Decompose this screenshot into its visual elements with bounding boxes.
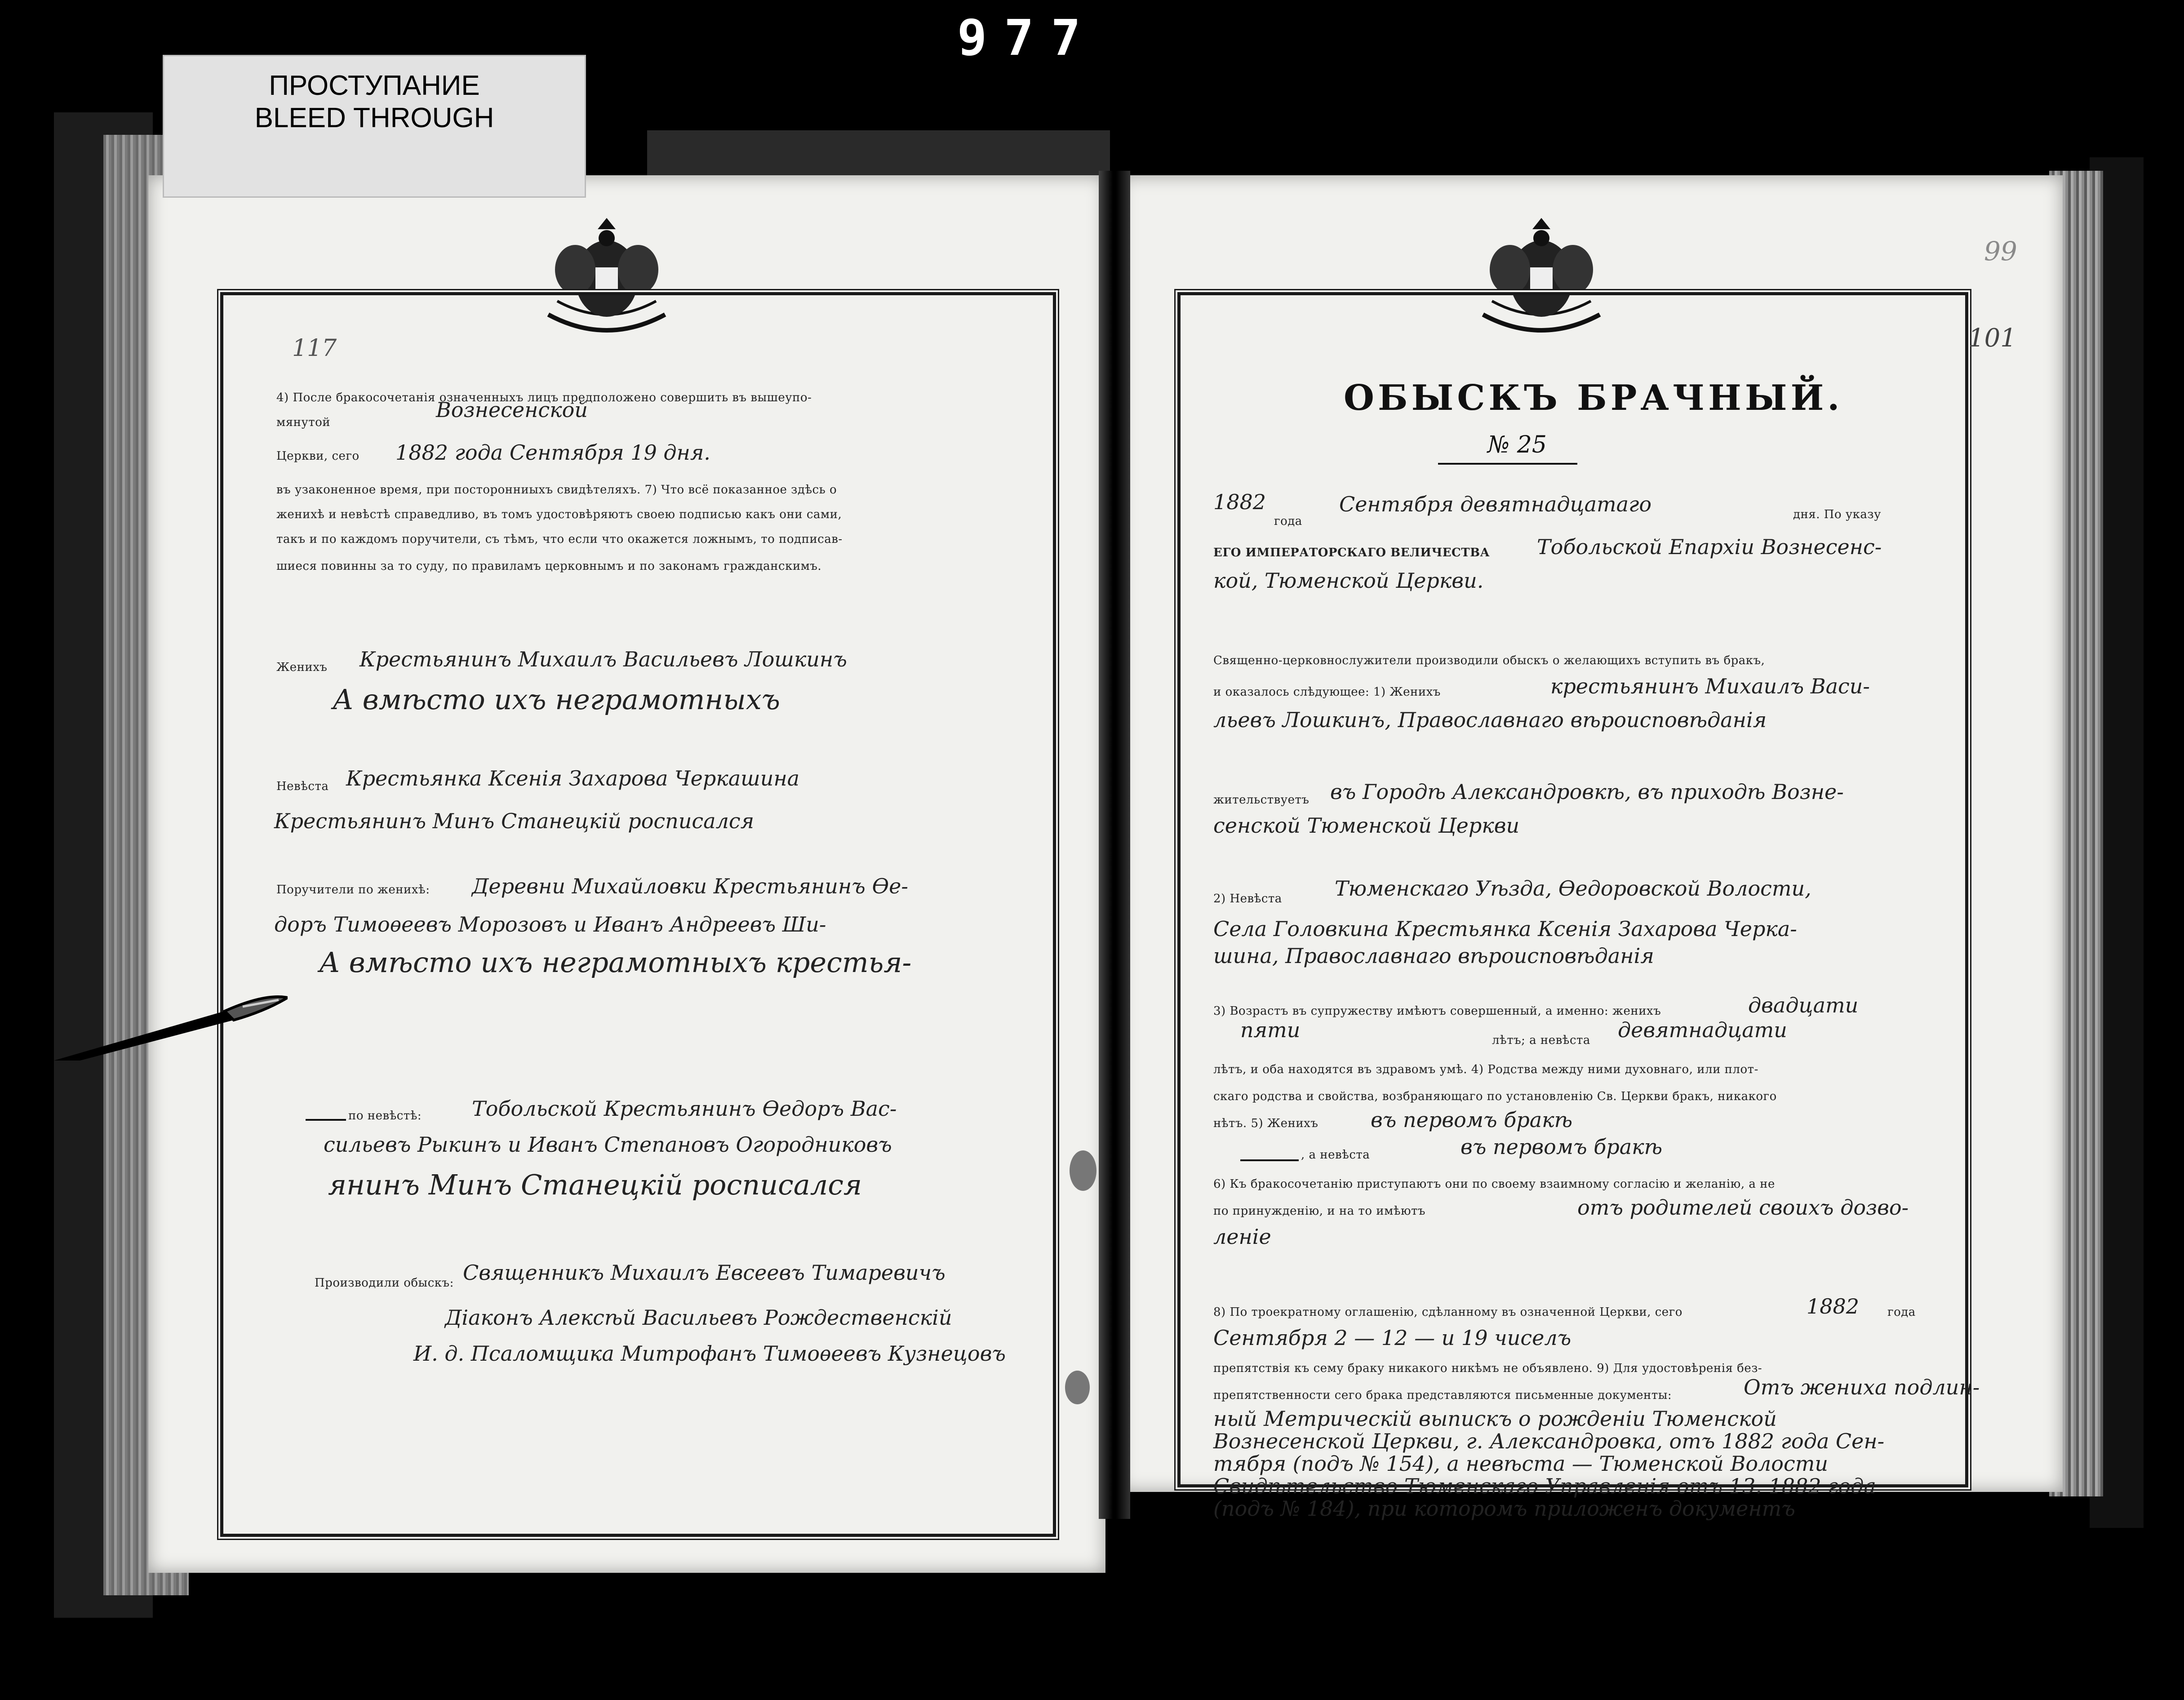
left-corner-mark: 117 (292, 335, 337, 362)
age-printed: 3) Возрастъ въ супружеству имѣютъ совершенный, а именно: женихъ (1213, 1004, 1661, 1018)
intro-printed: ЕГО ИМПЕРАТОРСКАГО ВЕЛИЧЕСТВА (1213, 546, 1490, 559)
clergy-handwriting: крестьянинъ Михаилъ Васи- (1550, 674, 1870, 698)
bride-handwriting: Крестьянинъ Минъ Станецкій росписался (274, 809, 755, 833)
clergy-printed: и оказалось слѣдующее: 1) Женихъ (1213, 685, 1441, 699)
residence-handwriting: въ Городѣ Александровкѣ, въ приходѣ Возне- (1330, 780, 1844, 804)
banns-handwriting: Отъ жениха подлин- (1744, 1375, 1980, 1399)
age-handwriting: пяти (1240, 1018, 1301, 1042)
bride-handwriting: шина, Православнаго вѣроисповѣданія (1213, 944, 1654, 968)
document-title: ОБЫСКЪ БРАЧНЫЙ. (1344, 377, 1843, 418)
intro-printed: года (1274, 515, 1302, 528)
age-handwriting: двадцати (1748, 993, 1859, 1017)
paragraph4-line: 4) После бракосочетанія означенныхъ лицъ предположено совершить въ вышеупо- (276, 391, 812, 404)
banns-handwriting: Вознесенской Церкви, г. Александровка, отъ 1882 года Сен- (1213, 1429, 1885, 1453)
clergy-handwriting: льевъ Лошкинъ, Православнаго вѣроисповѣданія (1213, 708, 1767, 732)
bleed-tag-line1: ПРОСТУПАНИЕ (269, 70, 480, 101)
consent-handwriting: леніе (1213, 1225, 1271, 1249)
record-number: № 25 (1487, 431, 1547, 458)
groom-guarantors-label: Поручители по женихѣ: (276, 883, 430, 897)
consent-printed: 6) Къ бракосочетанію приступаютъ они по своему взаимному согласію и желанію, а не (1213, 1177, 1775, 1191)
book-gutter (1099, 171, 1130, 1519)
age-printed: нѣтъ. 5) Женихъ (1213, 1117, 1318, 1130)
paragraph4-line: въ узаконенное время, при посторонниыхъ свидѣтеляхъ. 7) Что всё показанное здѣсь о (276, 483, 837, 497)
banns-handwriting: (подъ № 184), при которомъ приложенъ документъ (1213, 1496, 1795, 1521)
page-number: 101 (1968, 324, 2016, 353)
consent-handwriting: отъ родителей своихъ дозво- (1577, 1195, 1909, 1220)
bride-handwriting: Крестьянка Ксенія Захарова Черкашина (346, 766, 800, 790)
bride-handwriting: Села Головкина Крестьянка Ксенія Захарова Черка- (1213, 917, 1797, 941)
performed-label: Производили обыскъ: (315, 1276, 454, 1290)
bleed-through-tag (163, 55, 586, 198)
bride-label: Невѣста (276, 780, 329, 793)
consent-printed: по принужденію, и на то имѣютъ (1213, 1204, 1426, 1218)
date-handwriting: 1882 года Сентября 19 дня. (395, 440, 710, 465)
clergy-printed: Священно-церковнослужители производили обыскъ о желающихъ вступить въ бракъ, (1213, 654, 1765, 667)
bride-guarantors-label: по невѣстѣ: (348, 1109, 422, 1123)
pen-pointer-icon (54, 989, 288, 1061)
age-printed: лѣтъ; а невѣста (1492, 1034, 1590, 1047)
groom-guarantors-handwriting: А вмѣсто ихъ неграмотныхъ крестья- (319, 946, 912, 979)
paragraph4-line: женихѣ и невѣстѣ справедливо, въ томъ удостовѣряютъ своею подписью какъ они сами, (276, 508, 842, 521)
residence-label: жительствуетъ (1213, 793, 1310, 807)
age-handwriting: девятнадцати (1618, 1018, 1787, 1042)
paragraph4-line: мянутой (276, 416, 331, 429)
bride-guarantors-handwriting: янинъ Минъ Станецкій росписался (328, 1168, 862, 1201)
banns-handwriting: Сентября 2 — 12 — и 19 чиселъ (1213, 1326, 1571, 1350)
church-name-handwriting: Вознесенской (436, 398, 588, 422)
intro-handwriting: Тобольской Епархіи Вознесенс- (1537, 535, 1882, 559)
intro-handwriting: Сентября девятнадцатаго (1339, 492, 1652, 516)
age-printed: лѣтъ, и оба находятся въ здравомъ умѣ. 4) Родства между ними духовнаго, или плот- (1213, 1063, 1758, 1076)
age-printed: скаго родства и свойства, возбраняющаго по установленію Св. Церкви бракъ, никакого (1213, 1090, 1777, 1103)
performed-handwriting: И. д. Псаломщика Митрофанъ Тимоѳеевъ Кузнецовъ (413, 1341, 1006, 1366)
residence-handwriting: сенской Тюменской Церкви (1213, 813, 1520, 838)
age-handwriting: въ первомъ бракѣ (1460, 1135, 1663, 1159)
blank-line (1240, 1159, 1299, 1161)
bride-guarantors-handwriting: сильевъ Рыкинъ и Иванъ Степановъ Огородниковъ (324, 1132, 892, 1157)
banns-printed: года (1887, 1305, 1916, 1319)
record-underline (1438, 463, 1577, 465)
blank-line (306, 1119, 346, 1121)
intro-printed: дня. По указу (1793, 508, 1881, 521)
paragraph4-line: такъ и по каждомъ поручители, съ тѣмъ, что если что окажется ложнымъ, то подписав- (276, 533, 843, 546)
paragraph4-line: Церкви, сего (276, 449, 360, 463)
banns-handwriting: ный Метрическій выпискъ о рожденіи Тюменской (1213, 1407, 1777, 1431)
paragraph4-line: шиеся повинны за то суду, по правиламъ церковнымъ и по законамъ гражданскимъ. (276, 559, 822, 573)
performed-handwriting: Священникъ Михаилъ Евсеевъ Тимаревичъ (463, 1261, 946, 1285)
groom-guarantors-handwriting: доръ Тимоѳеевъ Морозовъ и Иванъ Андреевъ Ши- (274, 912, 826, 937)
banns-handwriting: Свидѣтельство Тюменскаго Управленія отъ 13. 1882 года (1213, 1474, 1876, 1498)
banns-handwriting: 1882 (1807, 1294, 1860, 1318)
bride-handwriting: Тюменскаго Уѣзда, Ѳедоровской Волости, (1335, 876, 1811, 901)
banns-handwriting: тября (подъ № 154), а невѣста — Тюменской Волости (1213, 1451, 1829, 1476)
smudge-mark (1065, 1371, 1090, 1404)
page-number-corner: 99 (1984, 236, 2017, 266)
bride-guarantors-handwriting: Тобольской Крестьянинъ Ѳедоръ Вас- (472, 1096, 897, 1121)
bleed-tag-line2: BLEED THROUGH (254, 102, 494, 133)
groom-handwriting: Крестьянинъ Михаилъ Васильевъ Лошкинъ (360, 647, 847, 671)
bride-label: 2) Невѣста (1213, 892, 1282, 905)
banns-printed: 8) По троекратному оглашенію, сдѣланному въ означенной Церкви, сего (1213, 1305, 1682, 1319)
frame-number: 977 (957, 9, 1098, 67)
groom-label: Женихъ (276, 661, 328, 674)
age-printed: , а невѣста (1301, 1148, 1370, 1162)
groom-guarantors-handwriting: Деревни Михайловки Крестьянинъ Ѳе- (472, 874, 908, 898)
intro-handwriting: кой, Тюменской Церкви. (1213, 568, 1484, 593)
age-handwriting: въ первомъ бракѣ (1371, 1108, 1573, 1132)
performed-handwriting: Діаконъ Алексѣй Васильевъ Рождественскій (445, 1305, 952, 1330)
banns-printed: препятственности сего брака представляются письменные документы: (1213, 1389, 1672, 1402)
smudge-mark (1070, 1150, 1096, 1191)
intro-year-handwriting: 1882 (1213, 490, 1266, 514)
groom-handwriting: А вмѣсто ихъ неграмотныхъ (333, 683, 780, 716)
banns-printed: препятствія къ сему браку никакого никѣмъ не объявлено. 9) Для удостовѣренія без- (1213, 1362, 1762, 1375)
